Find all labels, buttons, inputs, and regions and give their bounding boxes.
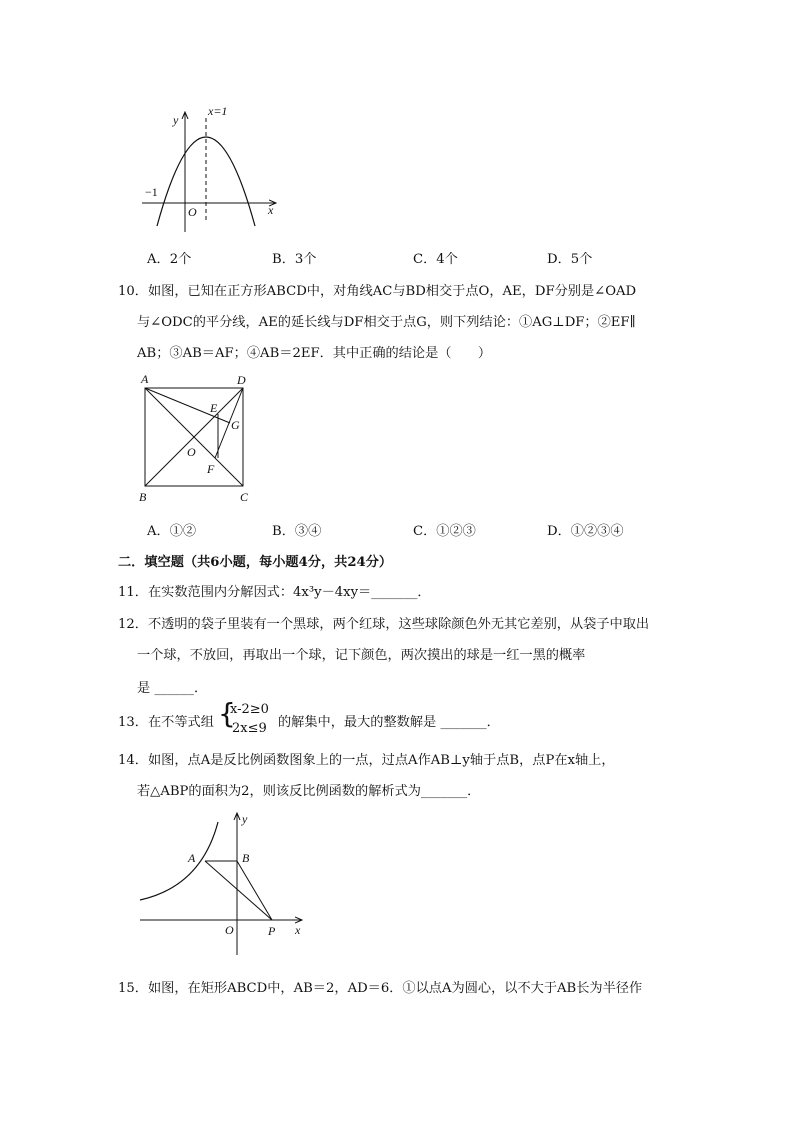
axis-x-label: x [268, 203, 274, 217]
inequality-brace: { [218, 697, 236, 730]
point-A-label: A [188, 851, 196, 865]
q9-option-d: D．5个 [547, 252, 593, 267]
point-D-label: D [237, 373, 246, 387]
q10-line-3: AB；③AB＝AF；④AB＝2EF．其中正确的结论是（ ） [137, 346, 492, 361]
q12-line-2: 一个球，不放回，再取出一个球，记下颜色，两次摸出的球是一红一黑的概率 [137, 648, 586, 663]
q10-option-b: B．③④ [272, 524, 322, 539]
inequality-2: 2x≤9 [232, 721, 267, 736]
q10-line-2: 与∠ODC的平分线，AE的延长线与DF相交于点G，则下列结论：①AG⊥DF；②EF∥ [137, 315, 636, 330]
neg-one-label: −1 [145, 185, 158, 199]
inequality-1: x-2≥0 [230, 702, 269, 717]
section-heading: 二．填空题（共6小题，每小题4分，共24分） [118, 555, 393, 570]
q12-line-3: 是 ______． [137, 681, 208, 696]
q10-option-a: A．①② [147, 524, 197, 539]
q13-prefix: 13．在不等式组 [118, 715, 214, 730]
point-E-label: E [210, 401, 218, 415]
square-figure [139, 372, 249, 504]
axis-y-label: y [173, 113, 179, 127]
q11-text: 11．在实数范围内分解因式：4x³y－4xy＝_______． [118, 585, 431, 600]
point-G-label: G [231, 418, 240, 432]
q9-option-b: B．3个 [272, 252, 317, 267]
origin-label: O [225, 923, 234, 937]
point-C-label: C [240, 490, 249, 504]
axis-x-label: x [295, 923, 301, 937]
q13-suffix: 的解集中，最大的整数解是 _______． [278, 715, 500, 730]
axis-y-label: y [242, 812, 248, 826]
q14-line-2: 若△ABP的面积为2，则该反比例函数的解析式为_______． [137, 784, 481, 799]
q10-option-c: C．①②③ [413, 524, 476, 539]
q12-line-1: 12．不透明的袋子里装有一个黑球，两个红球，这些球除颜色外无其它差别，从袋子中取出 [118, 617, 650, 632]
q9-option-c: C．4个 [413, 252, 458, 267]
symmetry-label: x=1 [208, 104, 228, 118]
point-A-label: A [141, 372, 149, 386]
point-B-label: B [242, 851, 250, 865]
q10-line-1: 10．如图，已知在正方形ABCD中，对角线AC与BD相交于点O，AE，DF分别是∠OAD [118, 284, 637, 299]
q9-option-a: A．2个 [147, 252, 192, 267]
point-O-label: O [187, 445, 196, 459]
q14-line-1: 14．如图，点A是反比例函数图象上的一点，过点A作AB⊥y轴于点B，点P在x轴上， [118, 753, 615, 768]
point-F-label: F [207, 462, 215, 476]
point-B-label: B [139, 490, 147, 504]
hyperbola-figure [140, 812, 302, 955]
q10-option-d: D．①②③④ [547, 524, 624, 539]
point-P-label: P [268, 924, 276, 938]
q15-line-1: 15．如图，在矩形ABCD中，AB＝2，AD＝6．①以点A为圆心，以不大于AB长为半径作 [118, 981, 643, 996]
origin-label: O [188, 205, 197, 219]
